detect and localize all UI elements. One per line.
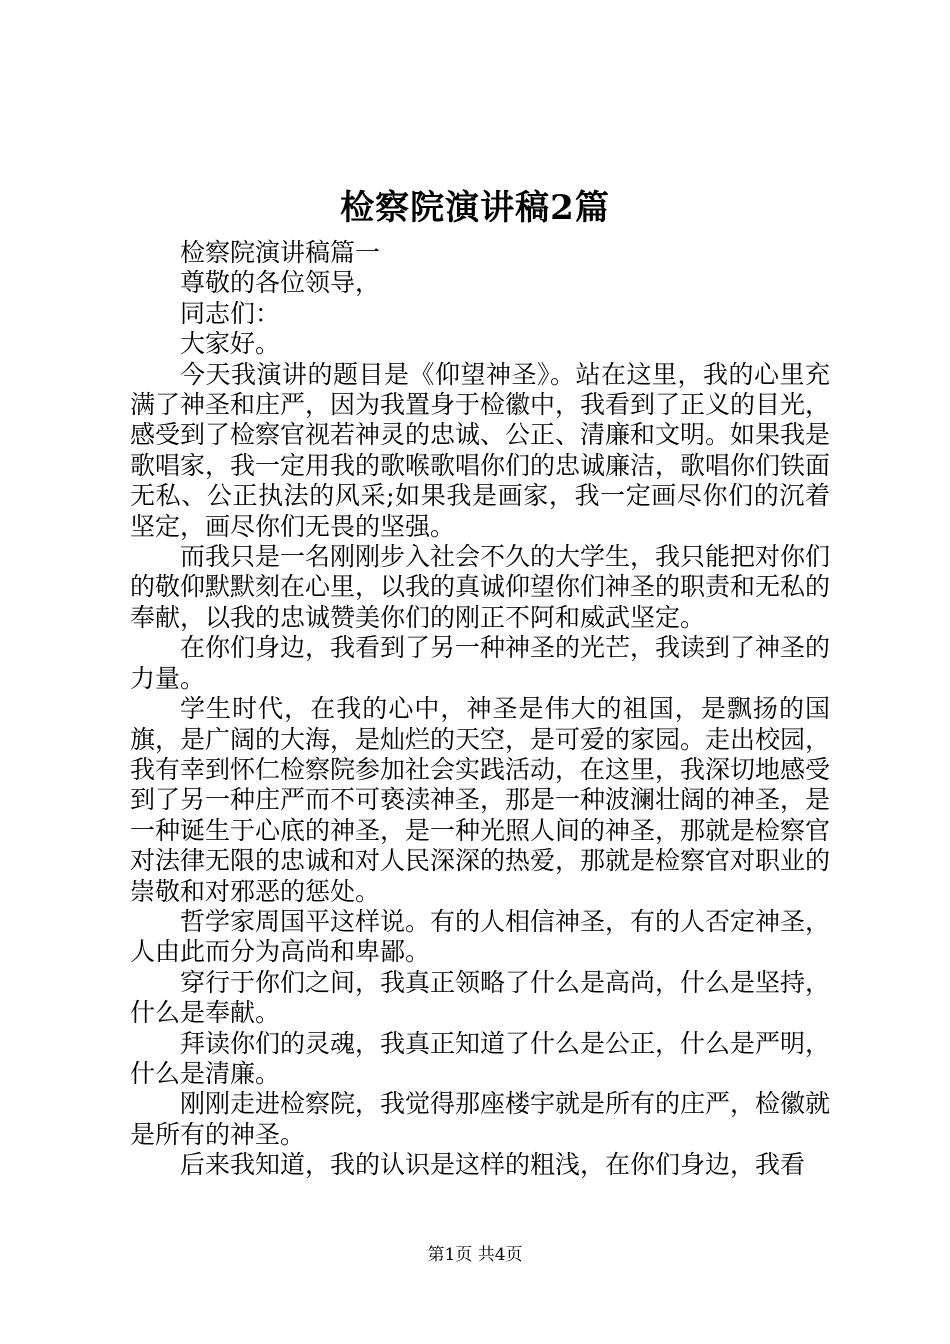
- paragraph: 尊敬的各位领导，: [180, 268, 381, 298]
- document-body: [130, 238, 830, 1181]
- paragraph: 检察院演讲稿篇一: [180, 238, 381, 267]
- paragraph: 今天我演讲的题目是《仰望神圣》。站在这里，我的心里充满了神圣和庄严，因为我置身于检徽中，我看到了正义的目光，感受到了检察官视若神灵的忠诚、公正、清廉和文明。如果我是歌唱家，我一定用我的歌喉歌唱你们的忠诚廉洁，歌唱你们铁面无私、公正执法的风采;如果我是画家，我一定画尽你们的沉着坚定，画尽你们无畏的坚强。: [130, 359, 831, 541]
- paragraph: 刚刚走进检察院，我觉得那座楼宇就是所有的庄严，检徽就是所有的神圣。: [130, 1089, 831, 1149]
- paragraph: 穿行于你们之间，我真正领略了什么是高尚，什么是坚持，什么是奉献。: [130, 967, 831, 1028]
- paragraph: 学生时代，在我的心中，神圣是伟大的祖国，是飘扬的国旗，是广阔的大海，是灿烂的天空，是可爱的家园。走出校园，我有幸到怀仁检察院参加社会实践活动，在这里，我深切地感受到了另一种庄严而不可亵渎神圣，那是一种波澜壮阔的神圣，是一种诞生于心底的神圣，是一种光照人间的神圣，那就是检察官对法律无限的忠诚和对人民深深的热爱，那就是检察官对职业的崇敬和对邪恶的惩处。: [130, 694, 831, 906]
- paragraph: 哲学家周国平这样说。有的人相信神圣，有的人否定神圣，人由此而分为高尚和卑鄙。: [130, 906, 831, 967]
- paragraph: 在你们身边，我看到了另一种神圣的光芒，我读到了神圣的力量。: [130, 633, 831, 693]
- paragraph: 拜读你们的灵魂，我真正知道了什么是公正，什么是严明，什么是清廉。: [130, 1028, 831, 1088]
- page-footer: 第1页 共4页: [427, 1245, 523, 1265]
- paragraph: 同志们：: [180, 298, 281, 328]
- paragraph: 而我只是一名刚刚步入社会不久的大学生，我只能把对你们的敬仰默默刻在心里，以我的真诚仰望你们神圣的职责和无私的奉献，以我的忠诚赞美你们的刚正不阿和威武坚定。: [130, 542, 831, 632]
- paragraph: 后来我知道，我的认识是这样的粗浅，在你们身边，我看: [180, 1150, 806, 1180]
- paragraph: 大家好。: [180, 329, 281, 359]
- document-title: 检察院演讲稿2篇: [340, 188, 610, 228]
